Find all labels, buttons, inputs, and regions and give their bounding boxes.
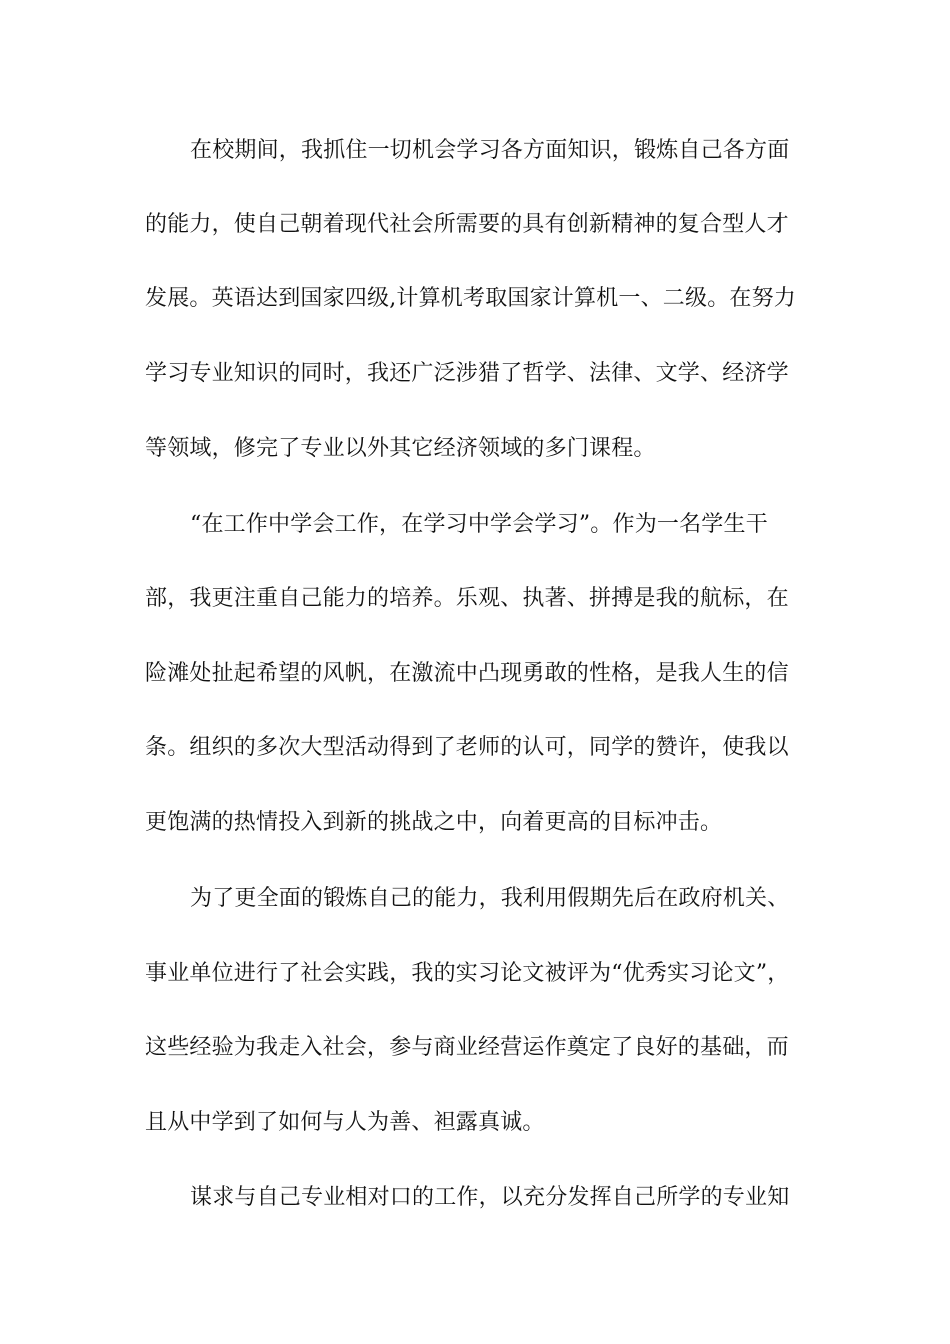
paragraph-2-line-1: “在工作中学会工作，在学习中学会学习”。作为一名学生干 — [190, 512, 768, 537]
paragraph-1-line-5: 等领域，修完了专业以外其它经济领域的多门课程。 — [145, 436, 656, 461]
paragraph-2-line-3: 险滩处扯起希望的风帆，在激流中凸现勇敢的性格，是我人生的信 — [145, 661, 789, 686]
paragraph-2-line-5: 更饱满的热情投入到新的挑战之中，向着更高的目标冲击。 — [145, 810, 723, 835]
paragraph-2-line-4: 条。组织的多次大型活动得到了老师的认可，同学的赞许，使我以 — [145, 735, 789, 760]
paragraph-3-line-3: 这些经验为我走入社会，参与商业经营运作奠定了良好的基础，而 — [145, 1035, 789, 1060]
paragraph-3-line-2: 事业单位进行了社会实践，我的实习论文被评为“优秀实习论文”， — [145, 961, 790, 986]
paragraph-3-line-1: 为了更全面的锻炼自己的能力，我利用假期先后在政府机关、 — [190, 886, 790, 911]
paragraph-4-line-1: 谋求与自己专业相对口的工作，以充分发挥自己所学的专业知 — [190, 1185, 790, 1210]
paragraph-1-line-1: 在校期间，我抓住一切机会学习各方面知识，锻炼自己各方面 — [190, 138, 790, 163]
paragraph-2-line-2: 部，我更注重自己能力的培养。乐观、执著、拼搏是我的航标，在 — [145, 586, 789, 611]
paragraph-1-line-2: 的能力，使自己朝着现代社会所需要的具有创新精神的复合型人才 — [145, 212, 789, 237]
paragraph-1-line-3: 发展。英语达到国家四级,计算机考取国家计算机一、二级。在努力 — [145, 286, 796, 311]
paragraph-3-line-4: 且从中学到了如何与人为善、袒露真诚。 — [145, 1110, 545, 1135]
paragraph-1-line-4: 学习专业知识的同时，我还广泛涉猎了哲学、法律、文学、经济学 — [145, 361, 789, 386]
